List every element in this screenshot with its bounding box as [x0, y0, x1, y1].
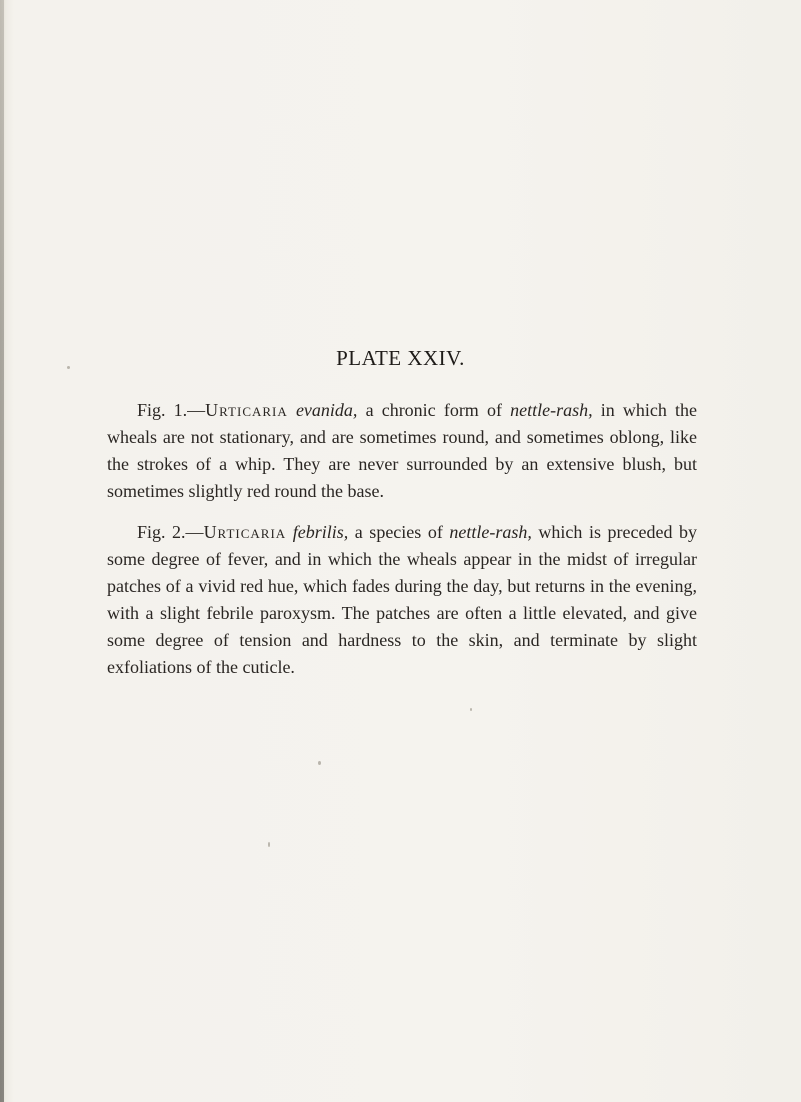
- paper-speck: [470, 708, 472, 711]
- plate-title: PLATE XXIV.: [336, 346, 465, 370]
- common-name: nettle-rash,: [449, 522, 532, 542]
- common-name: nettle-rash,: [510, 400, 593, 420]
- description-text: a species of: [348, 522, 450, 542]
- paper-speck: [268, 842, 270, 847]
- paper-speck: [318, 761, 321, 765]
- species-name: febrilis,: [292, 522, 349, 542]
- figure-label: Fig. 2.—: [137, 522, 204, 542]
- species-name: evanida,: [295, 400, 358, 420]
- figure-2-description: [107, 519, 697, 681]
- figure-label: Fig. 1.—: [137, 400, 206, 420]
- description-text: in which the wheals are not stationary, and are sometimes round, and sometimes oblong, like the strokes of a whip. They are never surrounded by an extensive blush, but sometimes slightly red round the base.: [107, 400, 698, 501]
- figure-1-description: [107, 397, 697, 505]
- genus-name: Urticaria: [205, 400, 288, 420]
- description-text: which is preceded by some degree of fever, and in which the wheals appear in the midst of irregular patches of a vivid red hue, which fades during the day, but returns in the evening, with a slight febrile paroxysm. The patches are often a little elevated, and give some degree of tension and hardness to the skin, and terminate by slight exfoliations of the cuticle.: [107, 522, 697, 677]
- description-text: a chronic form of: [357, 400, 511, 420]
- genus-name: Urticaria: [203, 522, 287, 542]
- binding-edge: [0, 0, 4, 1102]
